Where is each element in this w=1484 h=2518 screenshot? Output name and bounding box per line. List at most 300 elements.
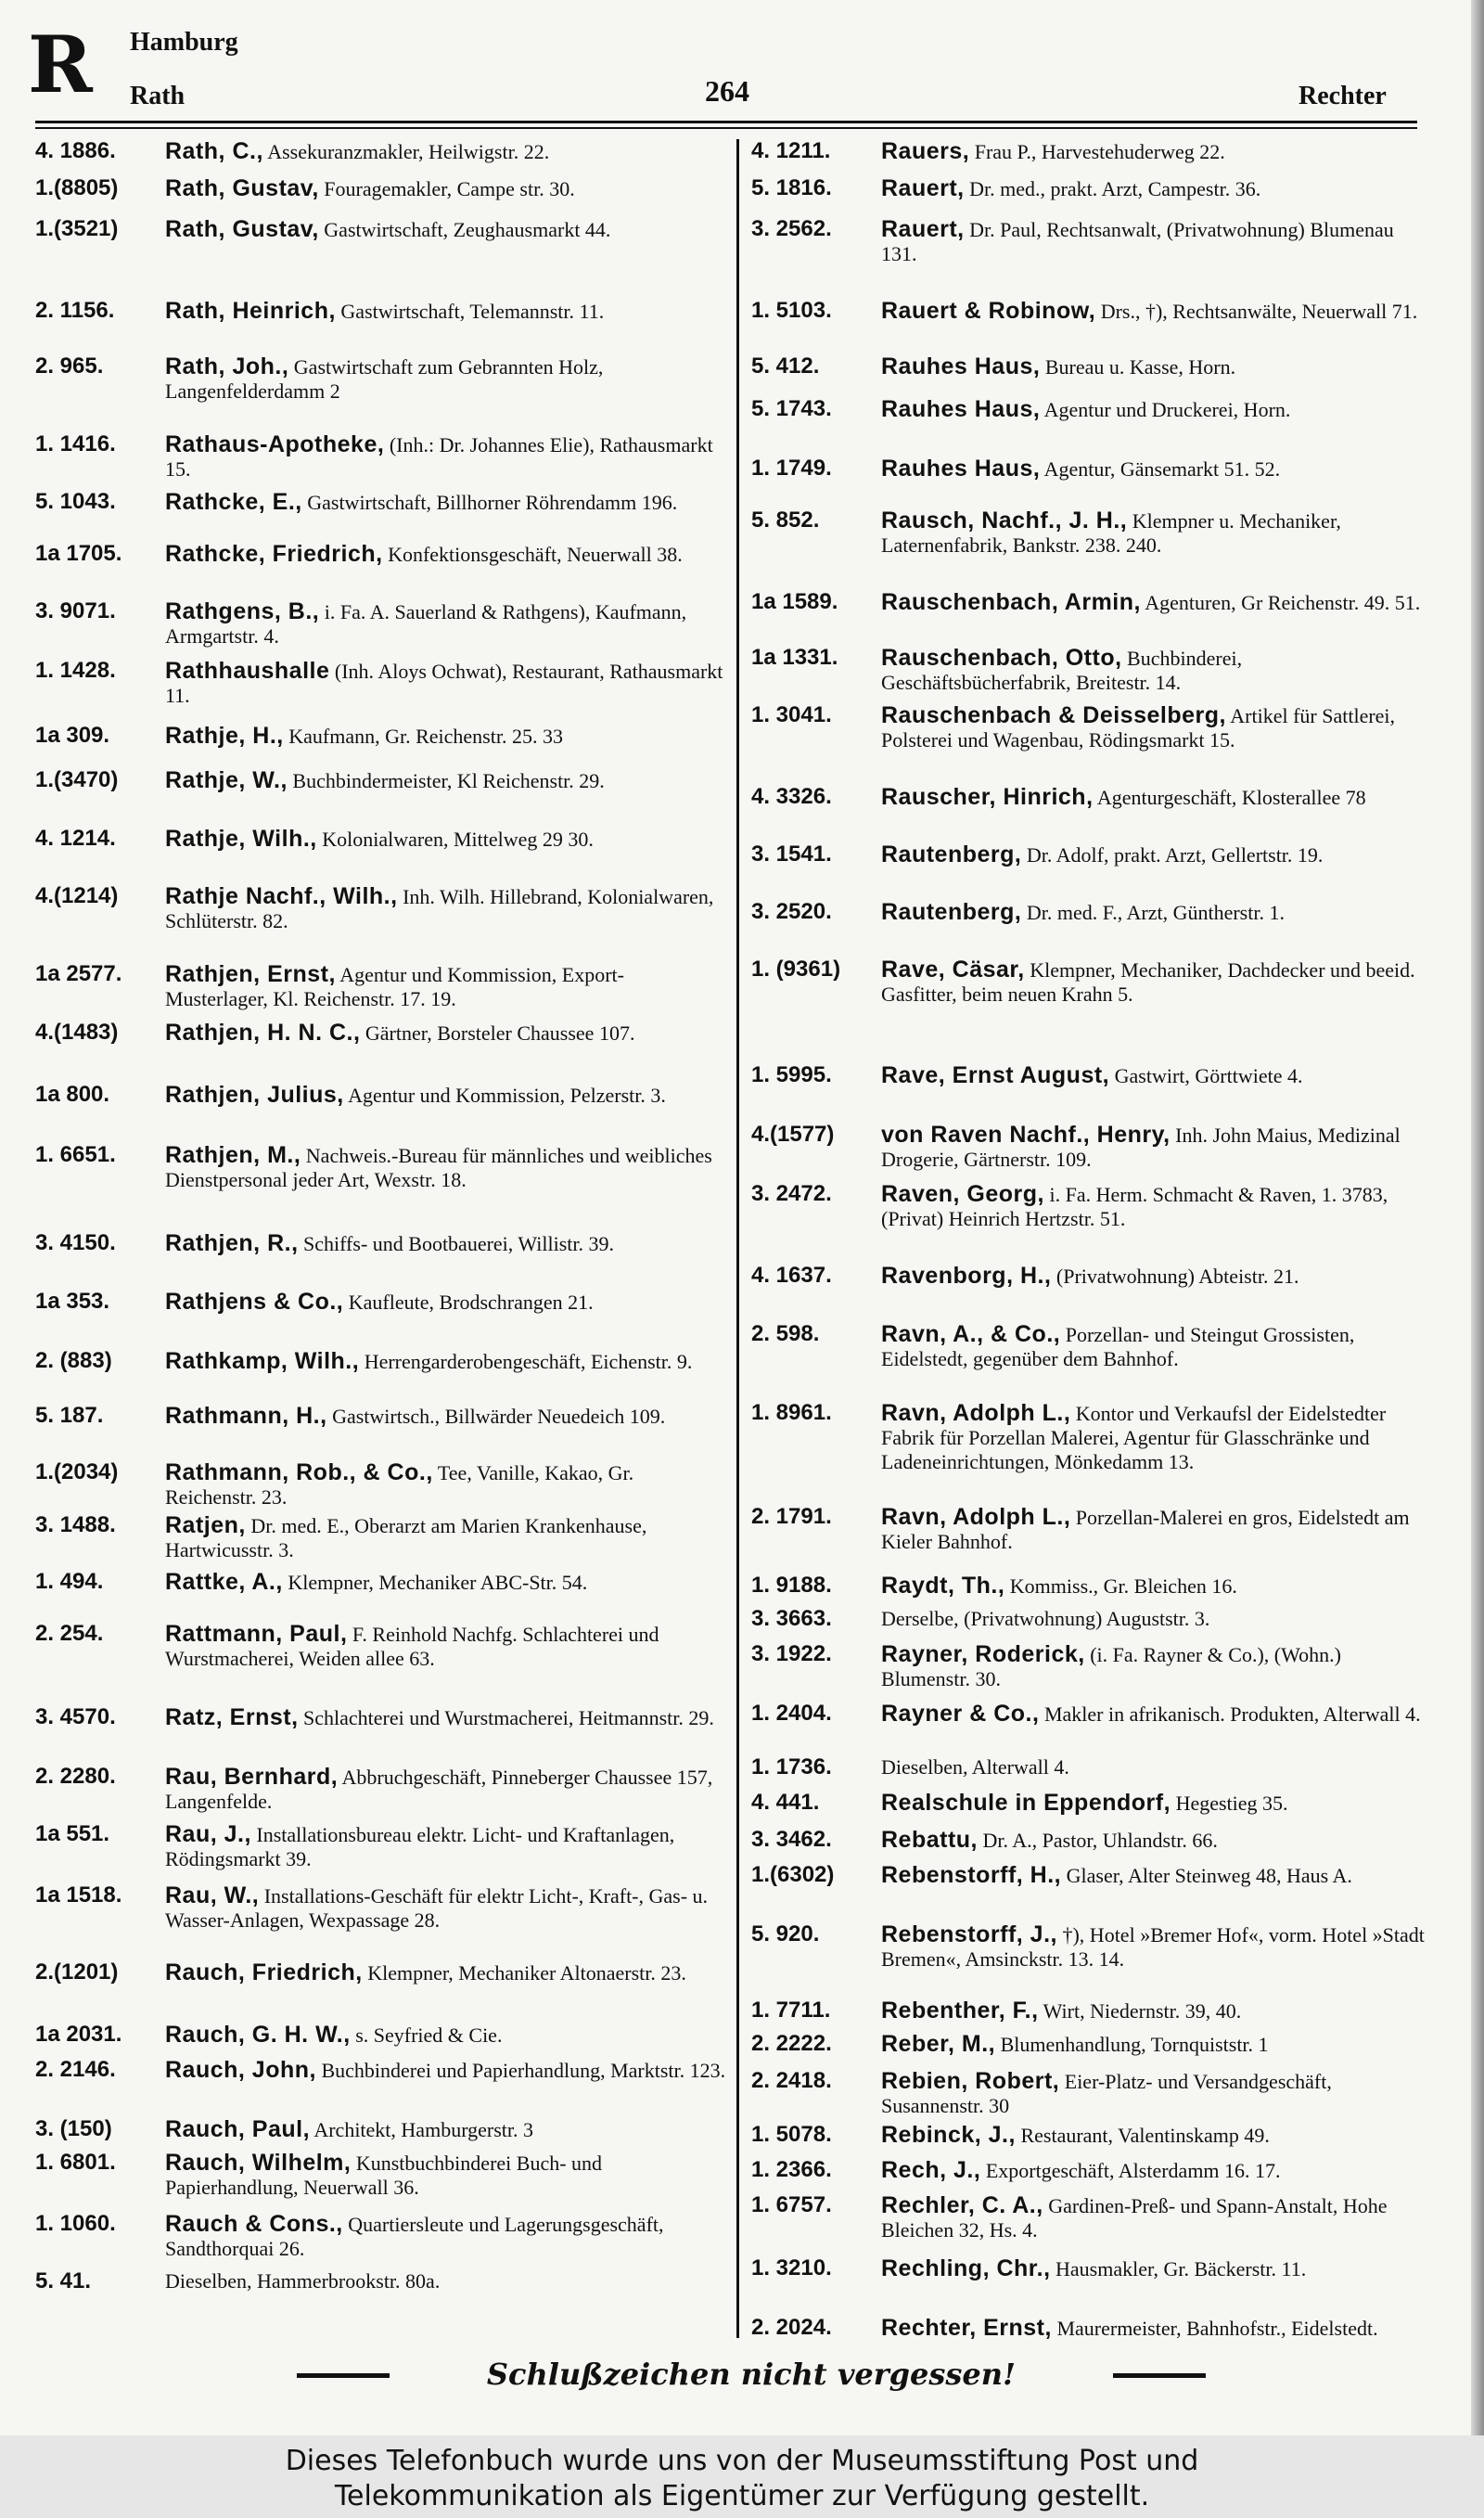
listing-text [165,884,726,933]
listing-entry [35,1404,726,1429]
subscriber-details: Kommiss., Gr. Bleichen 16. [1009,1574,1237,1598]
phone-number: 1a 1518. [35,1882,122,1908]
subscriber-details: Agentur und Druckerei, Horn. [1043,398,1291,421]
subscriber-name: Rauers, [881,138,970,164]
subscriber-name: Rathhaushalle [165,658,330,684]
phone-number: 2. 598. [751,1321,820,1346]
listing-entry [751,139,1428,164]
listing-text [881,2158,1428,2183]
subscriber-details: Gärtner, Borsteler Chaussee 107. [365,1021,635,1045]
subscriber-details: Dr. Paul, Rechtsanwalt, (Privatwohnung) Blumenau 131. [881,218,1394,265]
subscriber-details: Fouragemakler, Campe str. 30. [324,177,575,200]
subscriber-details: Porzellan- und Steingut Grossisten, Eidelstedt, gegenüber dem Bahnhof. [881,1323,1355,1370]
subscriber-details: Gastwirtschaft, Billhorner Röhrendamm 196. [307,491,678,514]
subscriber-name: Rath, Joh., [165,353,289,379]
listing-entry [35,2151,726,2200]
phone-number: 4. 1211. [751,138,831,163]
listing-text [881,217,1428,266]
phone-number: 1a 1331. [751,645,838,670]
subscriber-details: Exportgeschäft, Alsterdamm 16. 17. [985,2159,1281,2182]
phone-number: 5. 1743. [751,396,832,421]
subscriber-name: Rathmann, H., [165,1403,327,1429]
subscriber-details: Buchbinderei und Papierhandlung, Marktstr. 123. [321,2059,726,2082]
subscriber-details: Agentur und Kommission, Export-Musterlager, Kl. Reichenstr. 17. 19. [165,963,624,1010]
subscriber-name: Rathjen, Ernst, [165,961,336,987]
listing-entry [35,1021,726,1046]
phone-number: 2. 2146. [35,2057,116,2082]
listing-text [881,785,1428,810]
phone-number: 1. 1428. [35,658,116,683]
subscriber-details: Nachweis.-Bureau für männliches und weibliches Dienstpersonal jeder Art, Wexstr. 18. [165,1144,712,1191]
listing-entry [35,1883,726,1933]
phone-number: 1a 1589. [751,589,838,614]
listing-entry [751,1863,1428,1888]
listing-entry [35,1705,726,1730]
listing-text [165,354,726,404]
phone-number: 5. 852. [751,507,820,533]
closing-dash-left [297,2373,390,2378]
listing-text [165,217,726,242]
listing-entry [751,957,1428,1007]
phone-number: 1. 2404. [751,1701,832,1726]
listing-entry [35,827,726,852]
phone-number: 1. 6757. [751,2192,832,2217]
listing-entry [751,176,1428,201]
subscriber-details: Derselbe, (Privatwohnung) Auguststr. 3. [881,1607,1210,1630]
subscriber-details: Klempner u. Mechaniker, Laternenfabrik, Bankstr. 238. 240. [881,509,1341,557]
listing-entry [751,590,1428,615]
subscriber-details: Frau P., Harvestehuderweg 22. [974,140,1225,163]
listing-text [881,2193,1428,2242]
listing-text [881,1574,1428,1599]
phone-number: 4. 3326. [751,784,832,809]
credit-line-1: Dieses Telefonbuch wurde uns von der Museumsstiftung Post und [285,2445,1199,2477]
phone-number: 5. 1043. [35,489,116,514]
phone-number: 3. 2520. [751,899,832,924]
phone-number: 1. 2366. [751,2157,832,2182]
listing-text [881,2256,1428,2281]
listing-text [165,768,726,793]
listing-entry [751,2316,1428,2341]
phone-number: 4. 1637. [751,1263,832,1288]
subscriber-details: Gastwirtschaft, Zeughausmarkt 44. [324,218,611,241]
phone-number: 1a 1705. [35,541,122,566]
subscriber-details: Dr. med. F., Arzt, Güntherstr. 1. [1026,901,1285,924]
phone-number: 3. 1488. [35,1512,116,1537]
phone-number: 3. 1922. [751,1641,832,1666]
phone-number: 2. 254. [35,1621,104,1646]
listing-text [881,2123,1428,2148]
column-divider [736,139,739,2338]
subscriber-name: Rautenberg, [881,899,1022,925]
phone-number: 5. 41. [35,2268,92,2293]
subscriber-details: Konfektionsgeschäft, Neuerwall 38. [388,543,683,566]
listing-entry [751,646,1428,695]
listing-text [165,1570,726,1595]
listing-text [165,827,726,852]
phone-number: 1a 353. [35,1289,110,1314]
subscriber-details: Gastwirtschaft zum Gebrannten Holz, Langenfelderdamm 2 [165,355,604,403]
listing-entry [35,962,726,1011]
subscriber-details: Glaser, Alter Steinweg 48, Haus A. [1066,1864,1352,1887]
listing-text [165,2117,726,2142]
listing-entry [35,1460,726,1510]
subscriber-name: Rebinck, J., [881,2122,1016,2148]
listing-text [881,842,1428,867]
listing-text [165,139,726,164]
listing-text [165,2151,726,2200]
phone-number: 1. 5078. [751,2122,832,2147]
listing-text [881,1063,1428,1088]
phone-number: 3. 4570. [35,1704,116,1729]
subscriber-name: Realschule in Eppendorf, [881,1790,1171,1816]
listing-text [881,900,1428,925]
subscriber-details: Klempner, Mechaniker, Dachdecker und beeid. Gasfitter, beim neuen Krahn 5. [881,958,1415,1006]
closing-dash-right [1113,2373,1206,2378]
listing-entry [35,1765,726,1814]
subscriber-name: Ravenborg, H., [881,1263,1052,1289]
subscriber-name: Rathjen, H. N. C., [165,1020,361,1046]
subscriber-details: Architekt, Hamburgerstr. 3 [313,2118,533,2141]
subscriber-details: (i. Fa. Rayner & Co.), (Wohn.) Blumenstr. 30. [881,1643,1341,1690]
listing-entry [35,354,726,404]
listing-text [165,1231,726,1256]
listing-entry [35,2269,726,2293]
subscriber-name: Rebenther, F., [881,1998,1039,2023]
listing-text [165,1349,726,1374]
subscriber-name: Rave, Ernst August, [881,1062,1110,1088]
first-entry-word: Rath [130,82,186,110]
phone-number: 2. 2280. [35,1764,116,1789]
subscriber-name: Rechler, C. A., [881,2192,1043,2218]
subscriber-details: Klempner, Mechaniker ABC-Str. 54. [288,1571,588,1594]
phone-number: 3. 3462. [751,1827,832,1852]
listing-entry [35,1513,726,1562]
listing-entry [751,1922,1428,1972]
listing-entry [751,2123,1428,2148]
subscriber-details: Agenturen, Gr Reichenstr. 49. 51. [1145,591,1421,614]
listing-text [165,1143,726,1192]
listing-text [881,1505,1428,1554]
listing-text [165,2058,726,2083]
phone-number: 1. 6651. [35,1142,116,1167]
subscriber-details: Installationsbureau elektr. Licht- und Kraftanlagen, Rödingsmarkt 39. [165,1823,675,1870]
subscriber-details: Assekuranzmakler, Heilwigstr. 22. [267,140,550,163]
listing-entry [751,900,1428,925]
subscriber-details: Bureau u. Kasse, Horn. [1044,355,1236,379]
header-rule-thin [35,127,1417,129]
phone-number: 1. 5995. [751,1062,832,1087]
subscriber-name: Rauch, Wilhelm, [165,2150,352,2176]
subscriber-name: Rath, Gustav, [165,175,319,201]
phone-number: 2.(1201) [35,1959,119,1985]
phone-number: 2. 2418. [751,2068,832,2093]
listing-entry [751,1264,1428,1289]
listing-text [165,1404,726,1429]
subscriber-details: Kolonialwaren, Mittelweg 29 30. [322,828,594,851]
listing-text [165,599,726,649]
phone-number: 1. 8961. [751,1400,832,1425]
phone-number: 1.(3470) [35,767,119,792]
listing-text [881,1998,1428,2023]
listing-entry [751,2069,1428,2118]
listing-entry [35,1231,726,1256]
subscriber-name: Rathjen, Julius, [165,1082,344,1108]
listing-text [881,508,1428,558]
subscriber-name: Rath, Heinrich, [165,298,336,324]
subscriber-details: Schlachterei und Wurstmacherei, Heitmannstr. 29. [303,1706,714,1729]
listing-entry [35,884,726,933]
subscriber-name: Rath, C., [165,138,263,164]
subscriber-name: Reber, M., [881,2031,996,2057]
subscriber-name: Rathje, H., [165,723,284,749]
subscriber-name: Rebattu, [881,1827,978,1853]
subscriber-details: (Inh. Aloys Ochwat), Restaurant, Rathausmarkt 11. [165,660,723,707]
subscriber-name: Rathje, Wilh., [165,826,317,852]
subscriber-details: Makler in afrikanisch. Produkten, Alterwall 4. [1043,1702,1421,1726]
subscriber-details: Porzellan-Malerei en gros, Eidelstedt am Kieler Bahnhof. [881,1506,1410,1553]
subscriber-details: Agentur, Gänsemarkt 51. 52. [1043,457,1281,481]
phone-number: 3. 1541. [751,841,832,867]
subscriber-name: Rechling, Chr., [881,2255,1051,2281]
subscriber-name: Rathmann, Rob., & Co., [165,1459,433,1485]
phone-number: 1. 494. [35,1569,104,1594]
subscriber-name: Ravn, A., & Co., [881,1321,1061,1347]
subscriber-details: Buchbindermeister, Kl Reichenstr. 29. [292,769,605,792]
listing-text [881,1922,1428,1972]
phone-number: 4.(1483) [35,1020,119,1045]
listing-text [881,703,1428,752]
phone-number: 1.(8805) [35,175,119,200]
subscriber-details: Installations-Geschäft für elektr Licht-, Kraft-, Gas- u. Wasser-Anlagen, Wexpassage 28. [165,1884,709,1932]
listing-entry [35,1960,726,1985]
phone-number: 1a 309. [35,723,110,748]
phone-number: 1a 800. [35,1082,110,1107]
listing-entry [35,2058,726,2083]
listing-entry [35,176,726,201]
subscriber-details: Kontor und Verkaufsl der Eidelstedter Fabrik für Porzellan Malerei, Agentur für Glasschränke und Ladeneinrichtungen, Mönkedamm 13. [881,1402,1387,1473]
subscriber-details: Quartiersleute und Lagerungsgeschäft, Sandthorquai 26. [165,2213,664,2260]
listing-entry [751,1401,1428,1474]
phone-number: 3. 2472. [751,1181,832,1206]
listing-text [881,957,1428,1007]
subscriber-name: Raydt, Th., [881,1573,1005,1599]
listing-text [881,1401,1428,1474]
page-number: 264 [705,74,749,108]
subscriber-name: Rauscher, Hinrich, [881,784,1094,810]
listing-text [165,299,726,324]
subscriber-name: Ravn, Adolph L., [881,1504,1071,1530]
subscriber-details: i. Fa. Herm. Schmacht & Raven, 1. 3783, (Privat) Heinrich Hertzstr. 51. [881,1183,1388,1230]
subscriber-details: †), Hotel »Bremer Hof«, vorm. Hotel »Stadt Bremen«, Amsinckstr. 13. 14. [881,1923,1425,1971]
subscriber-details: Tee, Vanille, Kakao, Gr. Reichenstr. 23. [165,1461,634,1509]
listing-entry [35,1622,726,1671]
phone-number: 1. 9188. [751,1573,832,1598]
listing-entry [751,1182,1428,1231]
subscriber-details: (Inh.: Dr. Johannes Elie), Rathausmarkt 15. [165,433,713,481]
phone-number: 4.(1577) [751,1122,835,1147]
subscriber-name: Rech, J., [881,2157,981,2183]
subscriber-details: Gastwirt, Görttwiete 4. [1114,1064,1303,1087]
subscriber-name: Rathje, W., [165,767,288,793]
listing-text [165,432,726,482]
subscriber-details: Hausmakler, Gr. Bäckerstr. 11. [1055,2257,1307,2280]
subscriber-name: Rau, J., [165,1821,251,1847]
credit-band [0,2435,1484,2518]
subscriber-name: Rebien, Robert, [881,2068,1060,2094]
subscriber-name: Raven, Georg, [881,1181,1044,1207]
listing-entry [751,2032,1428,2057]
phone-number: 3. 9071. [35,598,116,623]
subscriber-details: Dr. med. E., Oberarzt am Marien Krankenhause, Hartwicusstr. 3. [165,1514,647,1561]
subscriber-details: Artikel für Sattlerei, Polsterei und Wagenbau, Rödingsmarkt 15. [881,704,1396,752]
listing-entry [751,785,1428,810]
subscriber-name: Rathkamp, Wilh., [165,1348,360,1374]
subscriber-name: Rauch, G. H. W., [165,2022,351,2048]
page-edge-shadow [1471,0,1484,2435]
listing-text [881,1607,1428,1631]
subscriber-details: Dieselben, Hammerbrookstr. 80a. [165,2269,441,2293]
listing-text [881,1123,1428,1172]
subscriber-details: Herrengarderobengeschäft, Eichenstr. 9. [364,1350,693,1373]
subscriber-details: Gastwirtsch., Billwärder Neuedeich 109. [332,1405,666,1428]
subscriber-name: Ravn, Adolph L., [881,1400,1071,1426]
listing-text [165,1765,726,1814]
listing-entry [751,1828,1428,1853]
phone-number: 5. 1816. [751,175,832,200]
phone-number: 1. 1060. [35,2211,116,2236]
credit-line-2: Telekommunikation als Eigentümer zur Verfügung gestellt. [334,2480,1150,2512]
subscriber-name: Ratz, Ernst, [165,1704,299,1730]
subscriber-name: Rauschenbach & Deisselberg, [881,702,1226,728]
listing-text [165,2212,726,2261]
closing-note: Schlußzeichen nicht vergessen! [486,2357,1017,2392]
subscriber-details: Kaufleute, Brodschrangen 21. [348,1291,594,1314]
listing-text [881,354,1428,379]
phone-number: 3. 3663. [751,1606,832,1631]
listing-entry [751,1505,1428,1554]
subscriber-name: Rauert & Robinow, [881,298,1096,324]
phone-number: 1. 7711. [751,1998,831,2023]
listing-text [881,2069,1428,2118]
phone-number: 1. (9361) [751,957,841,982]
listing-entry [35,1570,726,1595]
subscriber-name: Rechter, Ernst, [881,2315,1052,2341]
subscriber-name: Rauch, John, [165,2057,316,2083]
subscriber-name: Rathjen, M., [165,1142,301,1168]
phone-number: 4.(1214) [35,883,119,908]
listing-text [165,490,726,515]
subscriber-name: Ratjen, [165,1512,246,1538]
listing-text [881,1322,1428,1371]
listing-entry [751,508,1428,558]
listing-text [881,1702,1428,1727]
subscriber-details: Eier-Platz- und Versandgeschäft, Susannenstr. 30 [881,2070,1332,2117]
phone-number: 4. 1214. [35,826,116,851]
listing-entry [751,1607,1428,1631]
listing-entry [751,217,1428,266]
subscriber-details: s. Seyfried & Cie. [355,2023,503,2047]
listing-entry [35,217,726,242]
listing-text [165,1460,726,1510]
subscriber-name: von Raven Nachf., Henry, [881,1122,1171,1148]
subscriber-details: Klempner, Mechaniker Altonaerstr. 23. [367,1961,686,1985]
listing-text [881,590,1428,615]
listing-text [881,1863,1428,1888]
listing-entry [35,542,726,567]
listing-text [165,1960,726,1985]
phone-number: 4. 1886. [35,138,116,163]
phone-number: 2. 1791. [751,1504,832,1529]
listing-text [165,1622,726,1671]
closing-note-row [0,2357,1484,2394]
subscriber-name: Rauschenbach, Armin, [881,589,1141,615]
listing-text [881,176,1428,201]
phone-number: 2. 2222. [751,2031,832,2056]
phone-number: 5. 920. [751,1921,820,1946]
listing-entry [35,599,726,649]
listing-text [165,962,726,1011]
subscriber-name: Rayner & Co., [881,1701,1040,1727]
subscriber-details: Agenturgeschäft, Klosterallee 78 [1096,786,1366,809]
subscriber-details: Maurermeister, Bahnhofstr., Eidelstedt. [1056,2317,1378,2340]
subscriber-name: Rauhes Haus, [881,456,1041,482]
subscriber-name: Rauert, [881,175,965,201]
subscriber-name: Rathaus-Apotheke, [165,431,385,457]
listing-text [881,1791,1428,1816]
listing-text [165,2269,726,2293]
listing-text [881,1755,1428,1779]
subscriber-details: i. Fa. A. Sauerland & Rathgens), Kaufmann, Armgartstr. 4. [165,600,687,648]
listing-entry [751,1574,1428,1599]
subscriber-name: Rautenberg, [881,841,1022,867]
phone-number: 1. 1416. [35,431,116,456]
phone-number: 1. 3041. [751,702,832,727]
subscriber-name: Rebenstorff, J., [881,1921,1057,1947]
subscriber-details: Kunstbuchbinderei Buch- und Papierhandlung, Neuerwall 36. [165,2152,603,2199]
listing-entry [35,432,726,482]
listing-entry [35,2212,726,2261]
subscriber-details: Hegestieg 35. [1175,1792,1288,1815]
phone-number: 1. 1736. [751,1754,832,1779]
listing-text [165,1883,726,1933]
listing-text [165,1083,726,1108]
subscriber-details: Wirt, Niedernstr. 39, 40. [1043,1999,1242,2023]
subscriber-name: Rauch, Friedrich, [165,1959,363,1985]
listing-entry [751,1322,1428,1371]
listing-text [881,299,1428,324]
subscriber-details: Restaurant, Valentinskamp 49. [1020,2124,1270,2147]
phone-number: 5. 412. [751,353,820,379]
listing-text [881,139,1428,164]
phone-number: 2. 1156. [35,298,115,323]
listing-entry [751,842,1428,867]
listing-entry [35,1349,726,1374]
subscriber-name: Rebenstorff, H., [881,1862,1062,1888]
listing-entry [35,1083,726,1108]
phone-number: 1.(6302) [751,1862,835,1887]
listing-text [165,1822,726,1871]
phone-number: 2. 965. [35,353,104,379]
listing-text [165,1021,726,1046]
subscriber-details: Kaufmann, Gr. Reichenstr. 25. 33 [288,725,563,748]
listing-entry [751,1642,1428,1691]
listing-entry [751,1063,1428,1088]
phone-number: 1. 6801. [35,2150,116,2175]
listing-entry [751,2193,1428,2242]
subscriber-details: Inh. Wilh. Hillebrand, Kolonialwaren, Schlüterstr. 82. [165,885,714,932]
phone-number: 4. 441. [751,1790,820,1815]
